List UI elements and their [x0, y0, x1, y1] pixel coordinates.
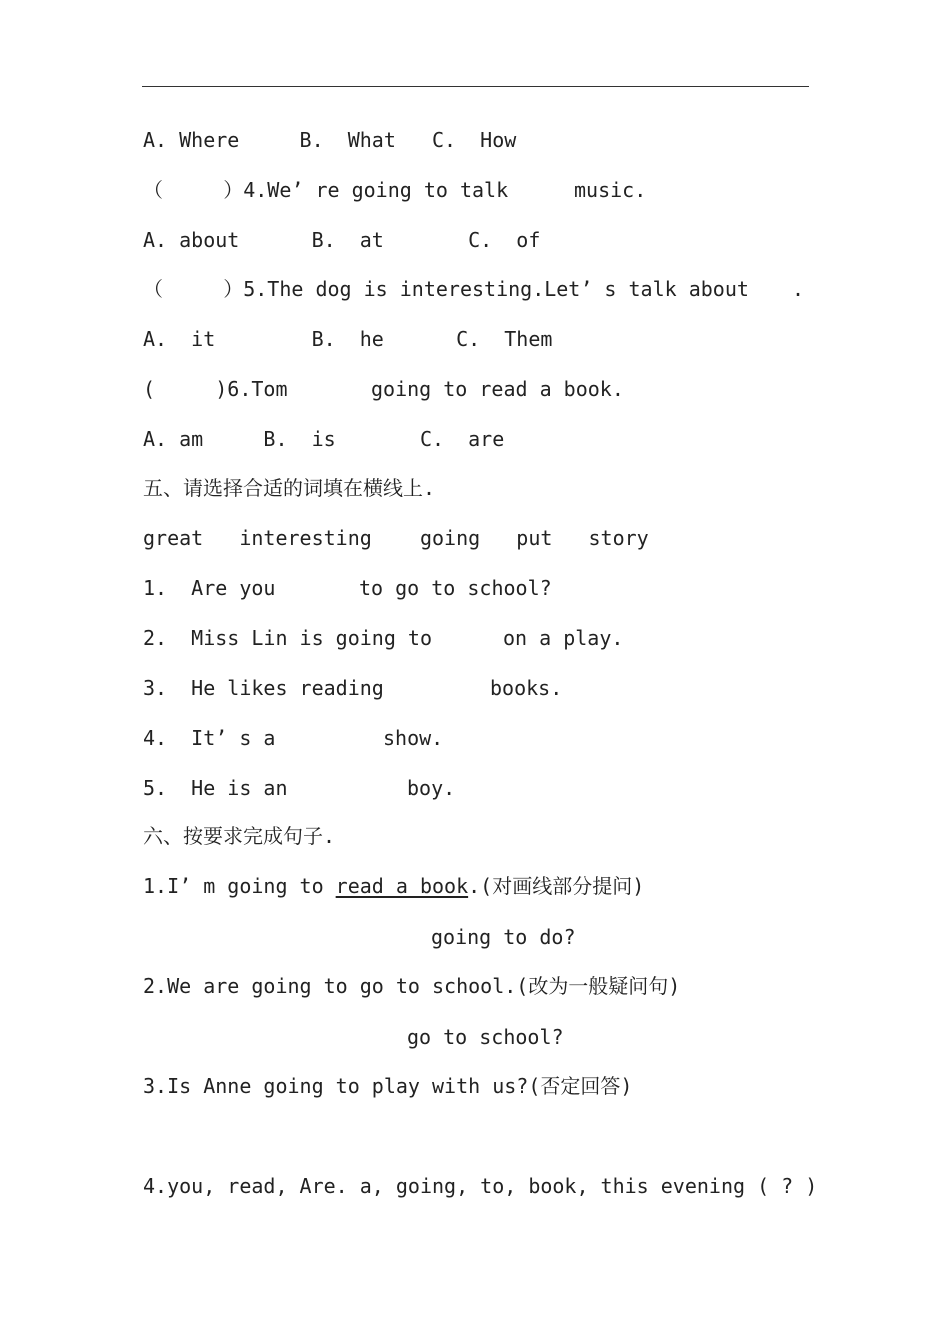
rewrite-item-1 — [143, 874, 644, 898]
underlined-phrase: read a book — [335, 874, 469, 898]
question-4-prefix: （ ）4.We’ re going to talk — [143, 178, 509, 202]
header-rule — [142, 86, 809, 87]
question-5-prefix: （ ）5.The dog is interesting.Let’ s talk about — [143, 277, 749, 301]
section-6-title: 六、按要求完成句子. — [143, 824, 336, 848]
question-5-suffix: . — [792, 277, 805, 301]
q6-options: A. am B. is C. are — [143, 427, 505, 451]
question-6-prefix: ( )6.Tom — [143, 377, 288, 401]
rewrite-item-1-prefix: 1.I’ m going to — [143, 874, 336, 898]
fill-item-1-prefix: 1. Are you — [143, 576, 276, 600]
q5-options: A. it B. he C. Them — [143, 327, 553, 351]
fill-item-3-suffix: books. — [490, 676, 563, 700]
rewrite-item-2-answer: go to school? — [407, 1025, 564, 1049]
rewrite-item-3: 3.Is Anne going to play with us?(否定回答) — [143, 1074, 633, 1098]
fill-item-2-prefix: 2. Miss Lin is going to — [143, 626, 432, 650]
fill-item-2-suffix: on a play. — [503, 626, 624, 650]
question-6-suffix: going to read a book. — [371, 377, 624, 401]
rewrite-item-4: 4.you, read, Are. a, going, to, book, this evening ( ? ) — [143, 1174, 818, 1198]
section-5-title: 五、请选择合适的词填在横线上. — [143, 476, 436, 500]
rewrite-item-1-answer: going to do? — [431, 925, 576, 949]
question-4-suffix: music. — [574, 178, 647, 202]
fill-item-3-prefix: 3. He likes reading — [143, 676, 384, 700]
word-bank: great interesting going put story — [143, 526, 649, 550]
fill-item-1-suffix: to go to school? — [359, 576, 552, 600]
fill-item-4-prefix: 4. It’ s a — [143, 726, 276, 750]
rewrite-item-1-suffix: .(对画线部分提问) — [468, 874, 645, 898]
rewrite-item-2: 2.We are going to go to school.(改为一般疑问句) — [143, 974, 681, 998]
q3-options: A. Where B. What C. How — [143, 128, 517, 152]
fill-item-4-suffix: show. — [383, 726, 444, 750]
fill-item-5-suffix: boy. — [407, 776, 456, 800]
fill-item-5-prefix: 5. He is an — [143, 776, 288, 800]
q4-options: A. about B. at C. of — [143, 228, 541, 252]
